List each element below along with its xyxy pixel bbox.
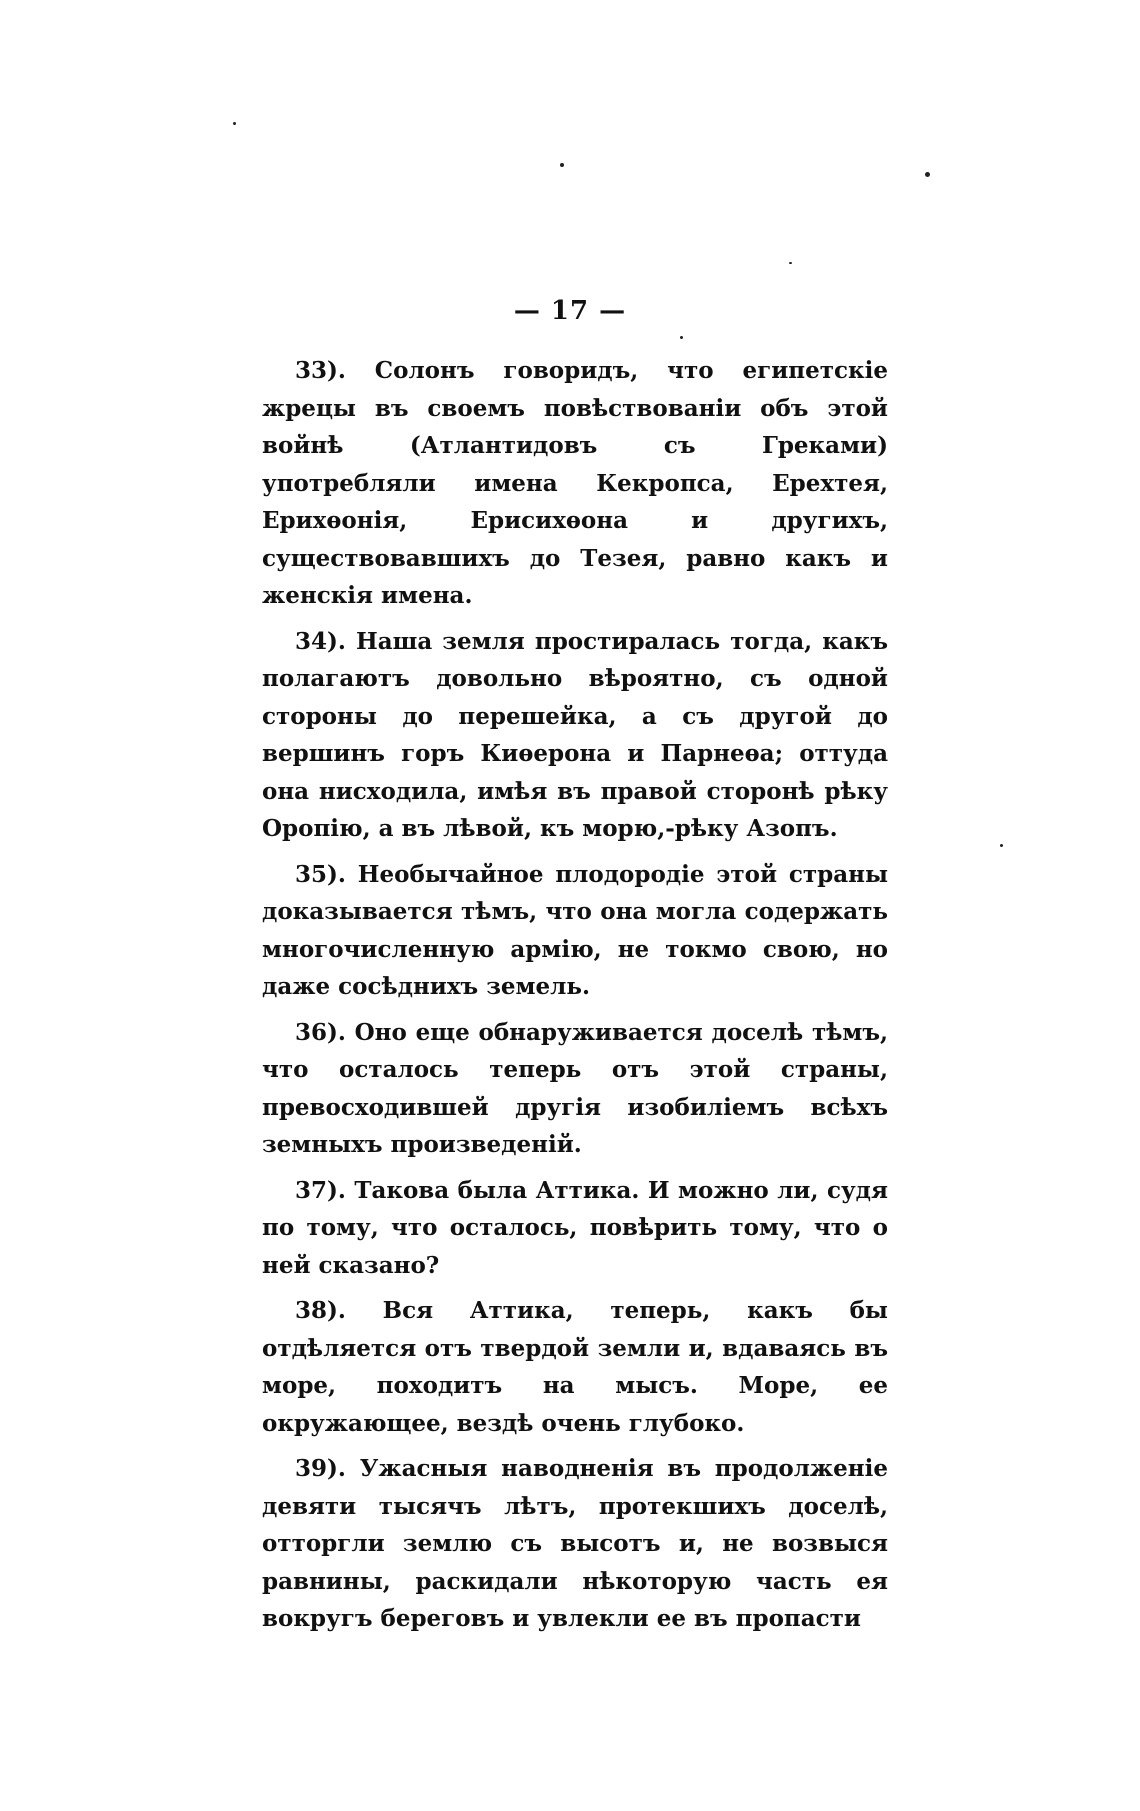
paragraph-38: 38). Вся Аттика, теперь, какъ бы отдѣляется отъ твердой земли и, вдаваясь въ море, походитъ на мысъ. Море, ее окружающее, вездѣ очень глубоко. (262, 1297, 888, 1437)
paragraph-34: 34). Наша земля простиралась тогда, какъ полагаютъ довольно вѣроятно, съ одной стороны до перешейка, а съ другой до вершинъ горъ Киѳерона и Парнеѳа; оттуда она нисходила, имѣя въ правой сторонѣ рѣку Оропію, а въ лѣвой, къ морю,-рѣку Азопъ. (262, 627, 888, 842)
print-speck (680, 336, 683, 339)
paragraph-36: 36). Оно еще обнаруживается доселѣ тѣмъ, что осталось теперь отъ этой страны, превосходившей другія изобиліемъ всѣхъ земныхъ произведеній. (262, 1018, 888, 1158)
print-speck (233, 122, 236, 125)
print-speck (789, 262, 792, 264)
page-number: — 17 — (513, 296, 627, 326)
paragraph-39: 39). Ужасныя наводненія въ продолженіе девяти тысячъ лѣтъ, протекшихъ доселѣ, отторгли землю съ высотъ и, не возвыся равнины, раскидали нѣкоторую часть ея вокругъ береговъ и увлекли ее въ пропасти (262, 1455, 888, 1632)
print-speck (560, 163, 564, 167)
paragraph-37: 37). Такова была Аттика. И можно ли, судя по тому, что осталось, повѣрить тому, что о ней сказано? (262, 1176, 888, 1279)
body-text (262, 352, 888, 1646)
paragraph-33: 33). Солонъ говоридъ, что египетскіе жрецы въ своемъ повѣствованіи объ этой войнѣ (Атлантидовъ съ Греками) употребляли имена Кекропса, Ерехтея, Ерихѳонія, Ерисихѳона и другихъ, существовавшихъ до Тезея, равно какъ и женскія имена. (262, 357, 888, 609)
print-speck (925, 172, 930, 177)
print-speck (1000, 844, 1003, 847)
paragraph-35: 35). Необычайное плодородіе этой страны доказывается тѣмъ, что она могла содержать многочисленную армію, не токмо свою, но даже сосѣднихъ земель. (262, 860, 888, 1000)
